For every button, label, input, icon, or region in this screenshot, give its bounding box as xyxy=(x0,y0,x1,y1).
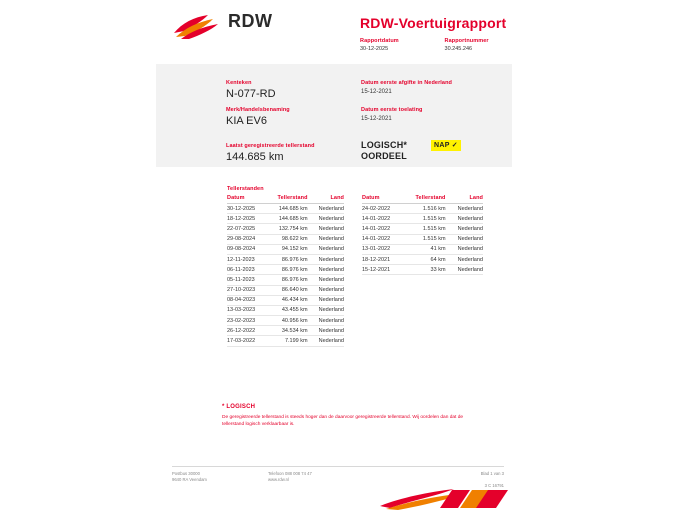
table-row xyxy=(227,285,344,295)
cell-country: Nederland xyxy=(314,204,344,214)
rdw-flame-logo-icon xyxy=(172,14,222,40)
table-row xyxy=(227,265,344,275)
cell-odometer: 132.754 km xyxy=(276,224,313,234)
table-row xyxy=(227,244,344,254)
cell-odometer: 33 km xyxy=(413,265,452,275)
first-issue-date-value: 15-12-2021 xyxy=(361,89,392,95)
cell-country: Nederland xyxy=(314,224,344,234)
table-row xyxy=(362,224,483,234)
first-admission-date-label: Datum eerste toelating xyxy=(361,107,423,113)
footer-address-line-1: Postbus 30000 xyxy=(172,471,200,476)
first-issue-date-label: Datum eerste afgifte in Nederland xyxy=(361,80,453,86)
cell-country: Nederland xyxy=(314,244,344,254)
cell-odometer: 94.152 km xyxy=(276,244,313,254)
cell-date: 13-03-2023 xyxy=(227,305,276,315)
footer-page-number: Blad 1 van 3 xyxy=(480,471,504,476)
table-row xyxy=(362,204,483,214)
cell-odometer: 41 km xyxy=(413,244,452,254)
cell-country: Nederland xyxy=(314,275,344,285)
nap-badge xyxy=(431,140,461,151)
col-country: Land xyxy=(452,195,483,204)
col-country: Land xyxy=(314,195,344,204)
cell-odometer: 7.199 km xyxy=(276,336,313,346)
cell-odometer: 144.685 km xyxy=(276,204,313,214)
table-row xyxy=(362,244,483,254)
make-model-label: Merk/Handelsbenaming xyxy=(226,107,290,113)
cell-country: Nederland xyxy=(452,244,483,254)
checkmark-icon: ✓ xyxy=(451,142,458,149)
report-number-value: 30.245.246 xyxy=(444,46,473,52)
table-row xyxy=(227,204,344,214)
cell-country: Nederland xyxy=(452,214,483,224)
cell-date: 29-08-2024 xyxy=(227,234,276,244)
table-row xyxy=(362,254,483,264)
cell-date: 13-01-2022 xyxy=(362,244,413,254)
vehicle-summary-panel xyxy=(156,64,512,167)
table-row xyxy=(362,234,483,244)
cell-country: Nederland xyxy=(314,214,344,224)
table-row xyxy=(227,275,344,285)
footnote-block xyxy=(222,404,484,428)
table-row xyxy=(227,214,344,224)
table-body-right xyxy=(362,204,483,275)
cell-country: Nederland xyxy=(314,285,344,295)
table-row xyxy=(227,295,344,305)
page-title: RDW-Voertuigrapport xyxy=(360,15,507,31)
cell-date: 30-12-2025 xyxy=(227,204,276,214)
cell-date: 23-02-2023 xyxy=(227,316,276,326)
cell-country: Nederland xyxy=(452,224,483,234)
cell-date: 12-11-2023 xyxy=(227,254,276,264)
footer-divider xyxy=(172,466,504,467)
cell-odometer: 46.434 km xyxy=(276,295,313,305)
cell-odometer: 144.685 km xyxy=(276,214,313,224)
cell-odometer: 34.534 km xyxy=(276,326,313,336)
cell-date: 14-01-2022 xyxy=(362,214,413,224)
cell-odometer: 86.976 km xyxy=(276,275,313,285)
odometer-table-right xyxy=(362,195,483,275)
report-meta xyxy=(360,38,600,52)
cell-country: Nederland xyxy=(314,254,344,264)
last-odometer-label: Laatst geregistreerde tellerstand xyxy=(226,143,315,149)
table-row xyxy=(227,224,344,234)
cell-odometer: 64 km xyxy=(413,254,452,264)
last-odometer-value: 144.685 km xyxy=(226,151,284,163)
cell-country: Nederland xyxy=(314,265,344,275)
footnote-title: * LOGISCH xyxy=(222,404,256,410)
table-row xyxy=(227,326,344,336)
cell-odometer: 98.622 km xyxy=(276,234,313,244)
cell-odometer: 86.976 km xyxy=(276,254,313,264)
footer-phone: Telefoon 088 008 74 47 xyxy=(268,471,312,476)
brand-name: RDW xyxy=(228,11,273,31)
odometer-table-title: Tellerstanden xyxy=(227,186,264,192)
cell-date: 18-12-2025 xyxy=(227,214,276,224)
cell-date: 05-11-2023 xyxy=(227,275,276,285)
verdict-line-2: OORDEEL xyxy=(361,151,407,161)
cell-date: 09-08-2024 xyxy=(227,244,276,254)
report-number-label: Rapportnummer xyxy=(444,38,489,44)
cell-odometer: 1.515 km xyxy=(413,214,452,224)
cell-odometer: 86.976 km xyxy=(276,265,313,275)
cell-odometer: 1.515 km xyxy=(413,234,452,244)
cell-odometer: 1.515 km xyxy=(413,224,452,234)
cell-date: 27-10-2023 xyxy=(227,285,276,295)
table-row xyxy=(227,234,344,244)
cell-country: Nederland xyxy=(314,234,344,244)
cell-odometer: 86.640 km xyxy=(276,285,313,295)
table-row xyxy=(227,305,344,315)
table-header-row xyxy=(362,195,483,204)
cell-country: Nederland xyxy=(452,204,483,214)
cell-date: 18-12-2021 xyxy=(362,254,413,264)
cell-date: 14-01-2022 xyxy=(362,224,413,234)
footer-contact xyxy=(268,471,312,483)
footer-address-line-2: 9640 RA Veendam xyxy=(172,477,207,482)
cell-country: Nederland xyxy=(314,326,344,336)
cell-country: Nederland xyxy=(452,254,483,264)
verdict-line-1: LOGISCH* xyxy=(361,140,408,150)
cell-country: Nederland xyxy=(314,305,344,315)
cell-odometer: 43.455 km xyxy=(276,305,313,315)
cell-country: Nederland xyxy=(314,336,344,346)
table-row xyxy=(227,316,344,326)
table-row xyxy=(362,214,483,224)
table-row xyxy=(227,336,344,346)
cell-date: 08-04-2023 xyxy=(227,295,276,305)
odometer-table-left xyxy=(227,195,344,347)
footer-rdw-flame-logo-icon xyxy=(380,488,508,510)
col-date: Datum xyxy=(362,195,413,204)
report-number-block xyxy=(445,38,489,52)
cell-country: Nederland xyxy=(314,316,344,326)
table-row xyxy=(362,265,483,275)
document-header xyxy=(0,0,685,68)
license-plate-label: Kenteken xyxy=(226,80,252,86)
cell-country: Nederland xyxy=(452,265,483,275)
table-body-left xyxy=(227,204,344,347)
first-admission-date-value: 15-12-2021 xyxy=(361,116,392,122)
cell-date: 17-03-2022 xyxy=(227,336,276,346)
cell-date: 14-01-2022 xyxy=(362,234,413,244)
footer-address xyxy=(172,471,207,483)
cell-date: 24-02-2022 xyxy=(362,204,413,214)
cell-date: 22-07-2025 xyxy=(227,224,276,234)
cell-odometer: 40.956 km xyxy=(276,316,313,326)
report-date-label: Rapportdatum xyxy=(360,38,399,44)
footer-document-code: 3 C 16791 xyxy=(484,483,504,488)
col-date: Datum xyxy=(227,195,276,204)
cell-date: 26-12-2022 xyxy=(227,326,276,336)
footer-website[interactable]: www.rdw.nl xyxy=(268,477,289,482)
make-model-value: KIA EV6 xyxy=(226,115,267,127)
table-row xyxy=(227,254,344,264)
nap-label: NAP xyxy=(434,142,450,149)
cell-date: 06-11-2023 xyxy=(227,265,276,275)
cell-odometer: 1.516 km xyxy=(413,204,452,214)
report-date-value: 30-12-2025 xyxy=(360,46,389,52)
table-header-row xyxy=(227,195,344,204)
report-date-block xyxy=(360,38,443,52)
footnote-body: De geregistreerde tellerstand is steeds hoger dan de daarvoor geregistreerde tellerstand. Wij oordelen dan dat de tellerstand logisch verklaarbaar is. xyxy=(222,415,464,427)
verdict-block xyxy=(361,140,407,162)
col-odometer: Tellerstand xyxy=(276,195,313,204)
col-odometer: Tellerstand xyxy=(413,195,452,204)
cell-date: 15-12-2021 xyxy=(362,265,413,275)
cell-country: Nederland xyxy=(452,234,483,244)
license-plate-value: N-077-RD xyxy=(226,88,276,100)
cell-country: Nederland xyxy=(314,295,344,305)
